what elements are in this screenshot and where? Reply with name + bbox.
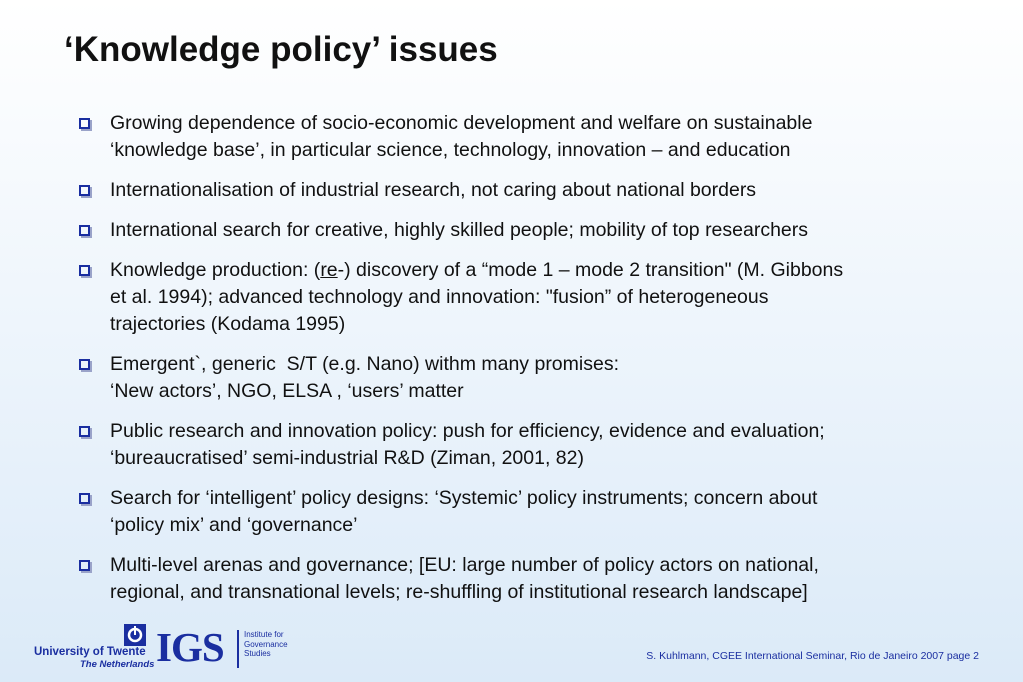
bullet-list (76, 110, 976, 619)
igs-subtitle-line: Governance (244, 639, 288, 649)
bullet-line: International search for creative, highly skilled people; mobility of top researchers (110, 219, 809, 241)
bullet-text-post: -) discovery of a “mode 1 – mode 2 transition" (M. Gibbons (337, 259, 844, 281)
checkbox-bullet-icon (79, 225, 90, 236)
checkbox-bullet-icon (79, 118, 90, 129)
bullet-line: trajectories (Kodama 1995) (110, 313, 346, 335)
bullet-line: Search for ‘intelligent’ policy designs: ‘Systemic’ policy instruments; concern about (110, 487, 818, 509)
igs-subtitle-line: Studies (244, 649, 271, 658)
igs-divider (237, 630, 239, 668)
university-country: The Netherlands (80, 659, 155, 670)
bullet-item (76, 418, 976, 472)
underlined-text: re (320, 259, 338, 281)
checkbox-bullet-icon (79, 185, 90, 196)
bullet-line: Growing dependence of socio-economic development and welfare on sustainable (110, 112, 813, 134)
bullet-item (76, 177, 976, 204)
bullet-item (76, 552, 976, 606)
institution-logo (34, 624, 334, 670)
bullet-line: Multi-level arenas and governance; [EU: large number of policy actors on national, (110, 554, 819, 576)
bullet-item (76, 257, 976, 338)
checkbox-bullet-icon (79, 493, 90, 504)
igs-subtitle (244, 630, 288, 659)
university-twente-logo-icon (124, 624, 146, 646)
footer-citation: S. Kuhlmann, CGEE International Seminar, Rio de Janeiro 2007 page 2 (646, 650, 979, 662)
bullet-text-pre: Knowledge production: ( (110, 259, 321, 281)
checkbox-bullet-icon (79, 426, 90, 437)
checkbox-bullet-icon (79, 265, 90, 276)
bullet-line: regional, and transnational levels; re-shuffling of institutional research landscape] (110, 581, 808, 603)
igs-subtitle-line: Institute for (244, 630, 284, 639)
slide-title: ‘Knowledge policy’ issues (64, 30, 498, 69)
bullet-line: et al. 1994); advanced technology and innovation: "fusion” of heterogeneous (110, 286, 769, 308)
bullet-line: Internationalisation of industrial research, not caring about national borders (110, 179, 757, 201)
bullet-line: ‘bureaucratised’ semi-industrial R&D (Ziman, 2001, 82) (110, 447, 584, 469)
bullet-line: ‘policy mix’ and ‘governance’ (110, 514, 358, 536)
igs-logo-text: IGS (156, 624, 224, 670)
bullet-item (76, 351, 976, 405)
bullet-item (76, 217, 976, 244)
bullet-line: ‘New actors’, NGO, ELSA , ‘users’ matter (110, 380, 464, 402)
bullet-line: Public research and innovation policy: push for efficiency, evidence and evaluation; (110, 420, 825, 442)
checkbox-bullet-icon (79, 560, 90, 571)
bullet-line: Emergent`, generic S/T (e.g. Nano) withm many promises: (110, 353, 619, 375)
university-name: University of Twente (34, 646, 146, 658)
bullet-item (76, 485, 976, 539)
bullet-line: ‘knowledge base’, in particular science, technology, innovation – and education (110, 139, 791, 161)
bullet-item (76, 110, 976, 164)
checkbox-bullet-icon (79, 359, 90, 370)
